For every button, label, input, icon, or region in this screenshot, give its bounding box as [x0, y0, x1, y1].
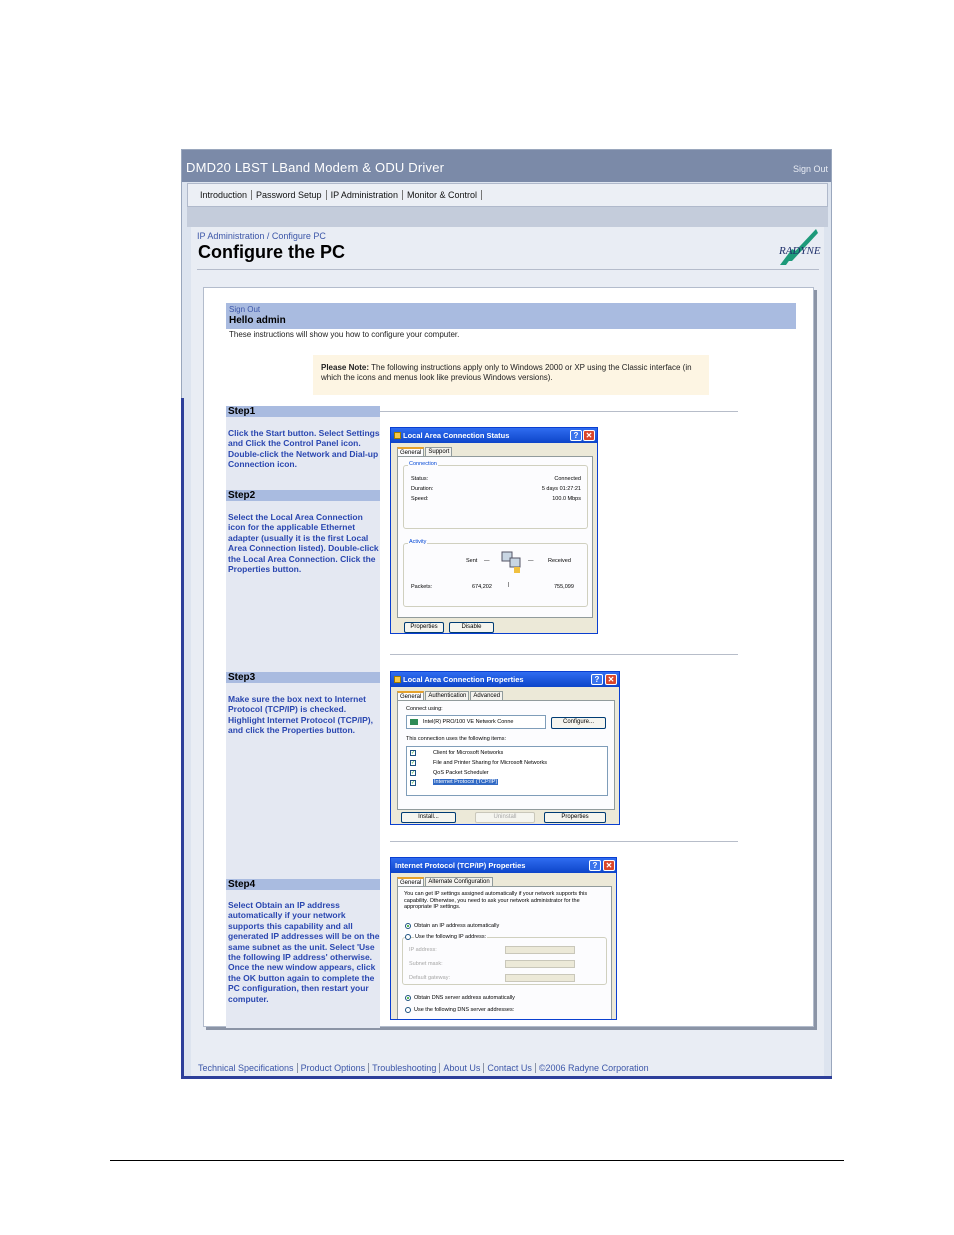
- speed-value: 100.0 Mbps: [552, 496, 581, 502]
- step2-text: Select the Local Area Connection icon for the applicable Ethernet adapter (usually it is the first Local Area Connection listed). Double-click the Local Area Connection. Click the Properties button.: [228, 512, 379, 575]
- speed-label: Speed:: [411, 496, 429, 502]
- footer-link-about-us[interactable]: About Us: [440, 1063, 484, 1073]
- step4-header: Step4: [226, 879, 380, 890]
- disable-button[interactable]: Disable: [449, 622, 494, 633]
- item-client[interactable]: Client for Microsoft Networks: [433, 750, 504, 756]
- step1-text: Click the Start button. Select Settings and Click the Control Panel icon. Double-click the Network and Dial-up Connection icon.: [228, 428, 380, 470]
- computers-icon: [500, 550, 524, 576]
- browser-window: [181, 149, 832, 1078]
- duration-value: 5 days 01:27:21: [541, 486, 581, 492]
- app-title-bar: [182, 150, 832, 182]
- dialog-title: Local Area Connection Properties: [403, 675, 524, 684]
- page-footer-rule: [110, 1160, 844, 1161]
- nav-shadow: [187, 207, 828, 227]
- tab-advanced[interactable]: Advanced: [470, 691, 503, 701]
- ip-address-label: IP address:: [409, 947, 437, 953]
- instructions-panel: [203, 287, 814, 1027]
- step2-divider: [390, 654, 738, 655]
- main-nav: [187, 183, 828, 207]
- radio-manual-dns[interactable]: [405, 1007, 411, 1013]
- network-icon: [394, 432, 401, 439]
- dialog-caption: [391, 858, 616, 873]
- note-box: [313, 355, 709, 395]
- tab-general[interactable]: General: [397, 877, 424, 887]
- step3-divider: [390, 841, 738, 842]
- step2-header: Step2: [226, 490, 380, 501]
- dialog-panel: [397, 456, 593, 618]
- duration-label: Duration:: [411, 486, 434, 492]
- lan-properties-dialog: [390, 671, 620, 825]
- tab-general[interactable]: General: [397, 447, 424, 457]
- footer-link-contact-us[interactable]: Contact Us: [484, 1063, 536, 1073]
- radio-auto-dns[interactable]: [405, 995, 411, 1001]
- app-title: DMD20 LBST LBand Modem & ODU Driver: [186, 160, 445, 175]
- greeting-text: Hello admin: [229, 315, 286, 326]
- tcpip-properties-dialog: [390, 857, 617, 1020]
- default-gateway-label: Default gateway:: [409, 975, 450, 981]
- activity-group: Activity Sent — — Received Packets: 674,202 | 755,099: [403, 543, 588, 607]
- close-icon[interactable]: ✕: [605, 674, 617, 685]
- step1-header: Step1: [226, 406, 380, 417]
- adapter-field: [406, 715, 546, 729]
- tab-general[interactable]: General: [397, 691, 424, 701]
- install-button[interactable]: Install...: [401, 812, 456, 823]
- status-value: Connected: [554, 476, 581, 482]
- dialog-panel: [397, 886, 612, 1020]
- footer-link-product-options[interactable]: Product Options: [298, 1063, 370, 1073]
- close-icon[interactable]: ✕: [583, 430, 595, 441]
- dialog-caption: [391, 672, 619, 687]
- network-icon: [394, 676, 401, 683]
- tab-support[interactable]: Support: [425, 447, 452, 457]
- frame-bottom-edge: [181, 1076, 832, 1079]
- radio-auto-ip[interactable]: [405, 923, 411, 929]
- checkbox-qos[interactable]: ✓: [411, 770, 416, 776]
- sent-label: Sent: [466, 558, 478, 564]
- intro-text: These instructions will show you how to configure your computer.: [229, 330, 460, 339]
- manual-dns-label[interactable]: Use the following DNS server addresses:: [414, 1007, 515, 1013]
- dialog-panel: [397, 700, 615, 810]
- page-title: Configure the PC: [198, 242, 345, 262]
- note-label: Please Note:: [321, 363, 370, 372]
- packets-received-value: 755,099: [554, 584, 574, 590]
- tcpip-properties-button[interactable]: Properties: [544, 812, 606, 823]
- breadcrumb[interactable]: IP Administration / Configure PC: [197, 231, 326, 241]
- greeting-sign-out-link[interactable]: Sign Out: [229, 305, 261, 314]
- auto-dns-label[interactable]: Obtain DNS server address automatically: [414, 995, 515, 1001]
- title-divider: [197, 269, 819, 270]
- help-icon[interactable]: ?: [570, 430, 582, 441]
- adapter-icon: [410, 719, 418, 725]
- frame-left-edge: [181, 398, 184, 1077]
- activity-label: Activity: [409, 539, 427, 545]
- footer-link-tech-specs[interactable]: Technical Specifications: [198, 1063, 298, 1073]
- connection-group: [403, 461, 588, 529]
- tcpip-intro: You can get IP settings assigned automatically if your network supports this capability. Otherwise, you need to ask your network administrator for the appropriate IP settings.: [404, 891, 588, 910]
- auto-ip-label[interactable]: Obtain an IP address automatically: [414, 923, 500, 929]
- radio-manual-ip[interactable]: [405, 934, 411, 940]
- nav-monitor-control[interactable]: Monitor & Control: [403, 190, 482, 200]
- checkbox-tcpip[interactable]: ✓: [411, 780, 416, 786]
- uninstall-button: Uninstall: [475, 812, 535, 823]
- logo-text: RADYNE: [779, 245, 821, 257]
- greeting-bar: [226, 303, 796, 329]
- connect-using-label: Connect using:: [406, 706, 443, 712]
- status-label: Status:: [411, 476, 429, 482]
- manual-ip-label[interactable]: Use the following IP address:: [415, 934, 487, 940]
- step1-divider: [380, 411, 738, 412]
- step4-text: Select Obtain an IP address automatically if your network supports this capability and all generated IP addresses will be on the same subnet as the unit. Select 'Use the following IP address' otherwise. Once the new window appears, click the OK button again to complete the PC configuration, then restart your computer.: [228, 900, 380, 1004]
- manual-ip-group: [402, 934, 607, 985]
- properties-button[interactable]: Properties: [404, 622, 444, 633]
- item-tcpip[interactable]: Internet Protocol (TCP/IP): [434, 779, 498, 785]
- step3-text: Make sure the box next to Internet Protocol (TCP/IP) is checked. Highlight Internet Protocol (TCP/IP), and click the Properties button.: [228, 694, 373, 736]
- footer-link-troubleshooting[interactable]: Troubleshooting: [369, 1063, 440, 1073]
- default-gateway-field: [505, 974, 575, 982]
- footer-copyright: ©2006 Radyne Corporation: [538, 1063, 649, 1073]
- configure-button[interactable]: Configure...: [551, 717, 606, 729]
- content-area: [191, 227, 824, 1060]
- ip-address-field: [505, 946, 575, 954]
- step3-header: Step3: [226, 672, 380, 683]
- packets-sent-value: 674,202: [472, 584, 492, 590]
- dialog-caption: [391, 428, 597, 443]
- help-icon[interactable]: ?: [589, 860, 601, 871]
- sign-out-link[interactable]: Sign Out: [792, 164, 828, 174]
- subnet-mask-label: Subnet mask:: [409, 961, 443, 967]
- items-label: This connection uses the following items:: [406, 736, 506, 742]
- item-file-sharing[interactable]: File and Printer Sharing for Microsoft Networks: [433, 760, 548, 766]
- item-qos[interactable]: QoS Packet Scheduler: [433, 770, 489, 776]
- subnet-mask-field: [505, 960, 575, 968]
- nav-ip-administration[interactable]: IP Administration: [327, 190, 403, 200]
- lan-status-dialog: [390, 427, 598, 634]
- packets-label: Packets:: [411, 584, 433, 590]
- nav-password-setup[interactable]: Password Setup: [252, 190, 327, 200]
- dialog-title: Internet Protocol (TCP/IP) Properties: [395, 861, 526, 870]
- checkbox-file-sharing[interactable]: ✓: [411, 760, 416, 766]
- tab-alternate-configuration[interactable]: Alternate Configuration: [425, 877, 492, 887]
- checkbox-client[interactable]: ✓: [411, 750, 416, 756]
- close-icon[interactable]: ✕: [603, 860, 615, 871]
- nav-introduction[interactable]: Introduction: [196, 190, 252, 200]
- items-list: [406, 746, 608, 796]
- connection-label: Connection: [409, 461, 437, 467]
- note-text: The following instructions apply only to Windows 2000 or XP using the Classic interface (in which the icons and menus look like previous Windows versions).: [321, 363, 692, 382]
- adapter-name: Intel(R) PRO/100 VE Network Conne: [423, 719, 514, 725]
- help-icon[interactable]: ?: [591, 674, 603, 685]
- radyne-logo: [778, 227, 824, 267]
- dialog-title: Local Area Connection Status: [403, 431, 510, 440]
- tab-authentication[interactable]: Authentication: [425, 691, 469, 701]
- received-label: Received: [548, 558, 571, 564]
